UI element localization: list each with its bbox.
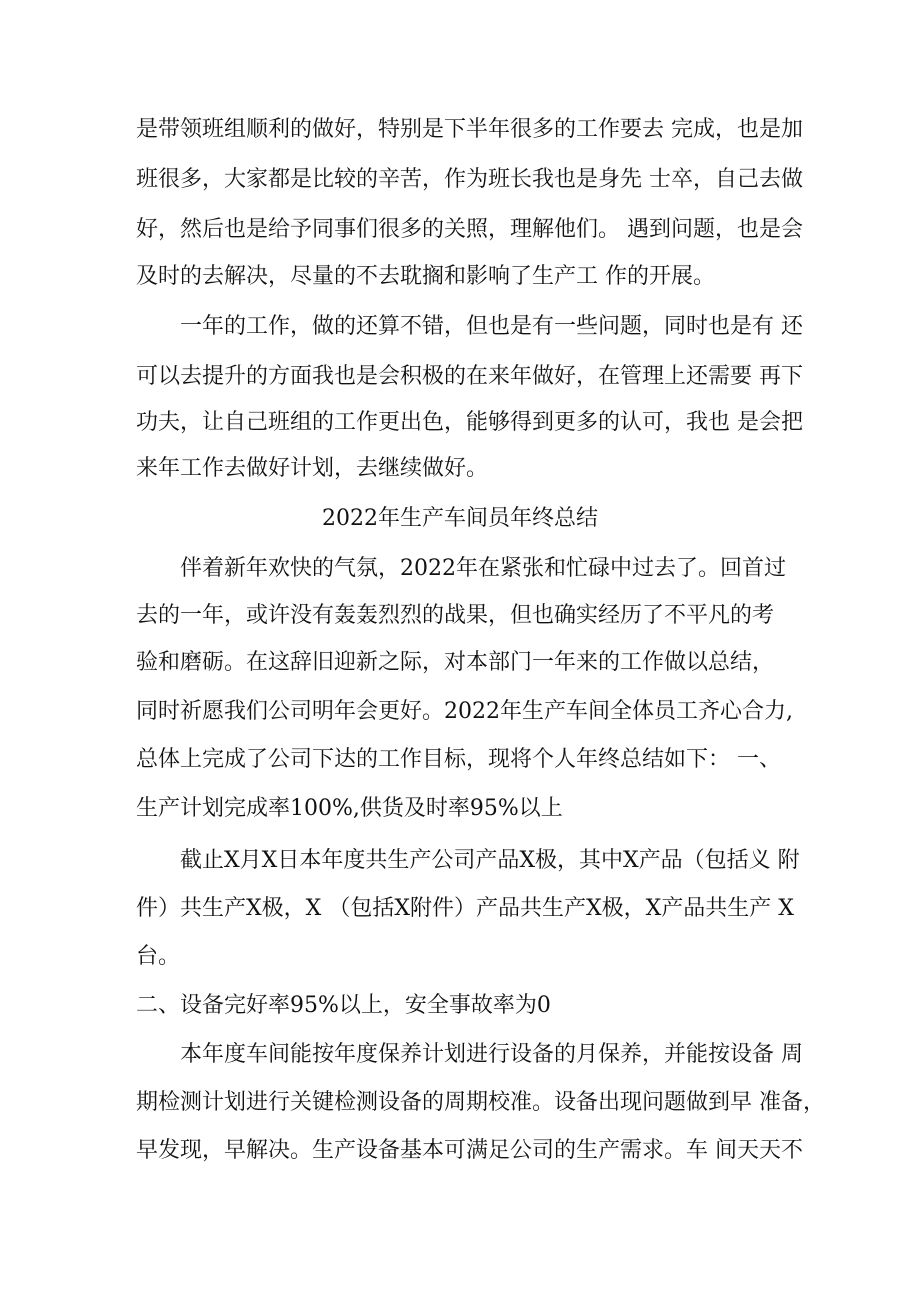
paragraph-line: 班很多，大家都是比较的辛苦，作为班长我也是身先 士卒，自己去做 [136,167,803,192]
paragraph-line: 期检测计划进行关键检测设备的周期校准。设备出现问题做到早 准备， [136,1090,825,1115]
paragraph-line: 一年的工作，做的还算不错，但也是有一些问题，同时也是有 还 [180,314,803,339]
paragraph-line: 本年度车间能按年度保养计划进行设备的月保养，并能按设备 周 [180,1042,803,1067]
paragraph-line: 来年工作去做好计划，去继续做好。 [136,456,489,481]
paragraph-line: 是带领班组顺利的做好，特别是下半年很多的工作要去 完成，也是加 [136,117,803,142]
paragraph-line: 去的一年，或许没有轰轰烈烈的战果，但也确实经历了不平凡的考 [136,603,775,628]
paragraph-line: 截止X月X日本年度共生产公司产品X极，其中X产品（包括义 附 [180,848,800,873]
paragraph-line: 件）共生产X极，X （包括X附件）产品共生产X极，X产品共生产 X [136,896,794,921]
paragraph-line: 好，然后也是给予同事们很多的关照，理解他们。 遇到问题，也是会 [136,217,803,242]
paragraph-line: 早发现，早解决。生产设备基本可满足公司的生产需求。车 间天天不 [136,1138,803,1163]
section-heading: 二、设备完好率95%以上，安全事故率为0 [136,993,551,1018]
paragraph-line: 同时祈愿我们公司明年会更好。2022年生产车间全体员工齐心合力, [136,699,793,724]
section-title: 2022年生产车间员年终总结 [322,506,598,531]
paragraph-line: 伴着新年欢快的气氛，2022年在紧张和忙碌中过去了。回首过 [180,556,786,581]
paragraph-line: 验和磨砺。在这辞旧迎新之际，对本部门一年来的工作做以总结， [136,650,775,675]
paragraph-line: 功夫，让自己班组的工作更出色，能够得到更多的认可，我也 是会把 [136,410,803,435]
paragraph-line: 及时的去解决，尽量的不去耽搁和影响了生产工 作的开展。 [136,264,715,289]
paragraph-line: 可以去提升的方面我也是会积极的在来年做好，在管理上还需要 再下 [136,364,803,389]
paragraph-line: 总体上完成了公司下达的工作目标，现将个人年终总结如下： 一、 [136,747,781,772]
paragraph-line: 生产计划完成率100%,供货及时率95%以上 [136,796,563,821]
paragraph-line: 台。 [136,944,181,969]
